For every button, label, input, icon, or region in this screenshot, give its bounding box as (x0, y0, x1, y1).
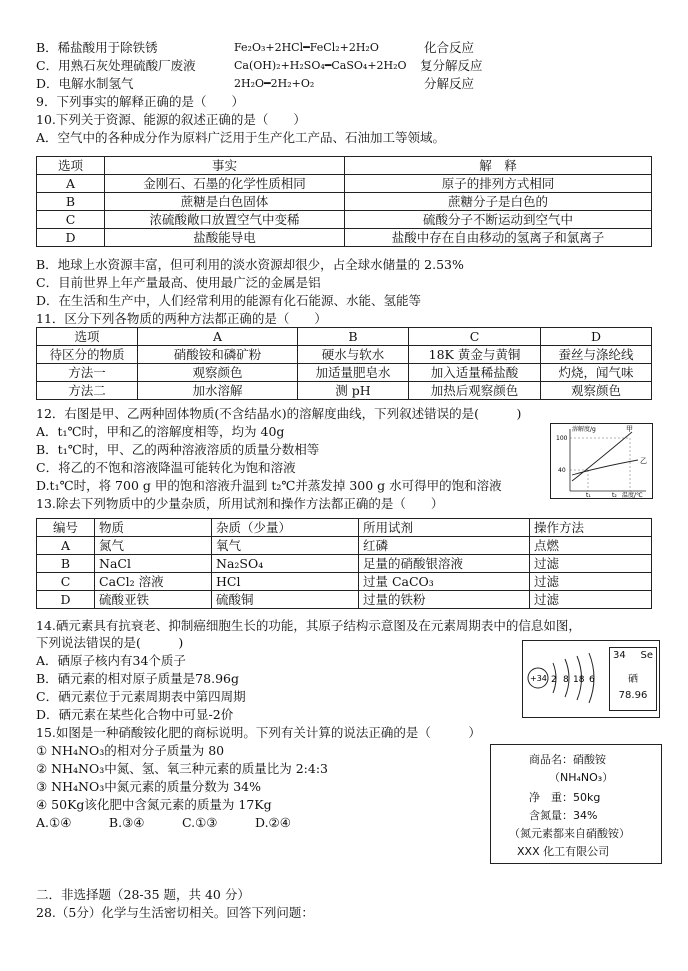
text-line: B．地球上水资源丰富，但可利用的淡水资源却很少，占全球水储量的 2.53% (36, 257, 464, 272)
text-line: 下列说法错误的是( ) (36, 635, 184, 650)
table-cell: B (37, 193, 105, 211)
table-row (37, 537, 652, 555)
table-cell: D (37, 229, 105, 247)
label-note: （氮元素都来自硝酸铵） (509, 827, 630, 840)
table-header-cell: A (138, 328, 298, 346)
table-row (37, 573, 652, 591)
table-cell: 硫酸铜 (212, 591, 359, 609)
table-cell: 方法一 (37, 364, 138, 382)
text-line: ③ NH₄NO₃中氮元素的质量分数为 34% (36, 779, 261, 794)
table-header-cell: 所用试剂 (359, 519, 530, 537)
table-cell: 盐酸中存在自由移动的氢离子和氯离子 (345, 229, 652, 247)
table-cell: 加适量肥皂水 (298, 364, 409, 382)
series-jia-label: 甲 (626, 425, 633, 433)
table-cell: D (37, 591, 95, 609)
table-header-cell: 解 释 (345, 157, 652, 175)
table-cell: 金刚石、石墨的化学性质相同 (105, 175, 345, 193)
shell-3-electrons: 18 (573, 675, 585, 685)
text-line: D.t₁℃时，将 700 g 甲的饱和溶液升温到 t₂℃并蒸发掉 300 g 水可得甲的饱和溶液 (36, 478, 502, 493)
table-cell: B (37, 555, 95, 573)
text-line: 11．区分下列各物质的两种方法都正确的是（ ） (36, 311, 327, 326)
y-tick-100: 100 (556, 435, 568, 442)
text-line: 10.下列关于资源、能源的叙述正确的是（ ） (36, 112, 306, 127)
table-row (37, 229, 652, 247)
table-cell: 浓硫酸敞口放置空气中变稀 (105, 211, 345, 229)
y-tick-40: 40 (558, 467, 566, 474)
table-cell: 过滤 (530, 555, 652, 573)
text-line: B．硒元素的相对原子质量是78.96g (36, 671, 239, 686)
label-product-name: 商品名：硝酸铵 (529, 753, 606, 766)
table-header-cell: D (541, 328, 652, 346)
table-cell: 加水溶解 (138, 382, 298, 400)
table-cell: 过量 CaCO₃ (359, 573, 530, 591)
table-row (37, 591, 652, 609)
text-line: C．硒元素位于元素周期表中第四周期 (36, 689, 246, 704)
table-header-cell: 选项 (37, 157, 105, 175)
chemical-equation: Fe₂O₃+2HCl━FeCl₂+2H₂O (234, 41, 379, 54)
table-cell: 红磷 (359, 537, 530, 555)
table-cell: 硝酸铵和磷矿粉 (138, 346, 298, 364)
table-header-cell: 编号 (37, 519, 95, 537)
text-line: C．将乙的不饱和溶液降温可能转化为饱和溶液 (36, 460, 296, 475)
text-line: 13.除去下列物质中的少量杂质，所用试剂和操作方法都正确的是（ ） (36, 496, 444, 511)
impurity-removal-table (36, 518, 652, 609)
atomic-mass: 78.96 (618, 690, 648, 701)
element-symbol: Se (640, 650, 653, 661)
table-cell: A (37, 537, 95, 555)
selenium-figure (522, 640, 660, 718)
table-cell: C (37, 211, 105, 229)
chemical-equation: 2H₂O━2H₂+O₂ (234, 77, 315, 90)
table-cell: 氧气 (212, 537, 359, 555)
table-cell: 过量的铁粉 (359, 591, 530, 609)
table-cell: 点燃 (530, 537, 652, 555)
table-header-cell: 物质 (95, 519, 212, 537)
text-line: A．t₁℃时，甲和乙的溶解度相等，均为 40g (36, 424, 285, 439)
element-name: 硒 (628, 674, 638, 685)
table-cell: 过滤 (530, 591, 652, 609)
table-cell: 硫酸亚铁 (95, 591, 212, 609)
table-cell: HCl (212, 573, 359, 591)
table-cell: 观察颜色 (541, 382, 652, 400)
table-cell: C (37, 573, 95, 591)
shell-2-electrons: 8 (563, 675, 569, 685)
table-row (37, 382, 652, 400)
text-line: 15.如图是一种硝酸铵化肥的商标说明。下列有关计算的说法正确的是（ ） (36, 725, 481, 740)
table-cell: 硫酸分子不断运动到空气中 (345, 211, 652, 229)
atom-structure-diagram (525, 649, 607, 707)
table-cell: 硬水与软水 (298, 346, 409, 364)
table-header-row (37, 157, 652, 175)
table-cell: Na₂SO₄ (212, 555, 359, 573)
x-tick-t1: t₁ (586, 492, 591, 499)
table-cell: 测 pH (298, 382, 409, 400)
distinguish-methods-table (36, 327, 652, 400)
atomic-number: 34 (613, 650, 626, 661)
table-cell: 蚕丝与涤纶线 (541, 346, 652, 364)
label-net-weight: 净 重：50kg (529, 791, 601, 804)
table-header-cell: C (409, 328, 541, 346)
text-line: A．空气中的各种成分作为原料广泛用于生产化工产品、石油加工等领域。 (36, 130, 446, 145)
text-line: ① NH₄NO₃的相对分子质量为 80 (36, 743, 225, 758)
text-line: ② NH₄NO₃中氮、氢、氧三种元素的质量比为 2:4:3 (36, 761, 328, 776)
table-cell: CaCl₂ 溶液 (95, 573, 212, 591)
text-line: 9．下列事实的解释正确的是（ ） (36, 94, 244, 109)
text-line: 12．右图是甲、乙两种固体物质(不含结晶水)的溶解度曲线，下列叙述错误的是( ) (36, 406, 522, 421)
table-cell: NaCl (95, 555, 212, 573)
text-line: 28.（5分）化学与生活密切相关。回答下列问题： (36, 905, 314, 920)
reaction-type: 分解反应 (424, 76, 475, 91)
text-line: D．电解水制氢气 (36, 76, 134, 91)
text-line: B．稀盐酸用于除铁锈 (36, 40, 158, 55)
table-row (37, 364, 652, 382)
solubility-curve-chart (550, 423, 653, 499)
series-yi-label: 乙 (640, 457, 647, 465)
table-row (37, 193, 652, 211)
table-header-cell: 操作方法 (530, 519, 652, 537)
reaction-type: 化合反应 (424, 40, 475, 55)
table-cell: 盐酸能导电 (105, 229, 345, 247)
chemical-equation: Ca(OH)₂+H₂SO₄━CaSO₄+2H₂O (234, 59, 407, 72)
table-cell: 灼烧，闻气味 (541, 364, 652, 382)
nucleus-charge: +34 (530, 674, 547, 683)
periodic-table-cell (609, 647, 657, 711)
text-line: C．目前世界上年产量最高、使用最广泛的金属是铝 (36, 275, 321, 290)
table-header-cell: 事实 (105, 157, 345, 175)
table-header-cell: 杂质（少量） (212, 519, 359, 537)
text-line: ④ 50Kg该化肥中含氮元素的质量为 17Kg (36, 797, 272, 812)
table-cell: 足量的硝酸银溶液 (359, 555, 530, 573)
shell-1-electrons: 2 (551, 675, 557, 685)
table-cell: 蔗糖分子是白色的 (345, 193, 652, 211)
table-cell: 方法二 (37, 382, 138, 400)
table-cell: 蔗糖是白色固体 (105, 193, 345, 211)
text-line: D．在生活和生产中，人们经常利用的能源有化石能源、水能、氢能等 (36, 293, 422, 308)
label-company: XXX 化工有限公司 (517, 845, 610, 858)
y-axis-label: 溶解度/g (572, 426, 596, 433)
table-row (37, 555, 652, 573)
table-row (37, 211, 652, 229)
table-cell: 过滤 (530, 573, 652, 591)
table-cell: 观察颜色 (138, 364, 298, 382)
x-axis-label: 温度/℃ (622, 492, 643, 499)
text-line: 14.硒元素具有抗衰老、抑制癌细胞生长的功能，其原子结构示意图及在元素周期表中的信息如图， (36, 618, 581, 633)
text-line: A.①④ B.③④ C.①③ D.②④ (36, 815, 291, 830)
fertilizer-label (490, 744, 662, 864)
x-tick-t2: t₂ (612, 492, 617, 499)
label-formula: （NH₄NO₃） (549, 771, 614, 784)
table-header-row (37, 519, 652, 537)
table-header-cell: 选项 (37, 328, 138, 346)
table-header-row (37, 328, 652, 346)
text-line: 二．非选择题（28-35 题，共 40 分） (36, 887, 250, 902)
table-cell: 待区分的物质 (37, 346, 138, 364)
table-cell: 18K 黄金与黄铜 (409, 346, 541, 364)
table-cell: 加入适量稀盐酸 (409, 364, 541, 382)
table-cell: A (37, 175, 105, 193)
table-cell: 氮气 (95, 537, 212, 555)
facts-explanation-table (36, 156, 652, 247)
text-line: C．用熟石灰处理硫酸厂废液 (36, 58, 196, 73)
table-cell: 原子的排列方式相同 (345, 175, 652, 193)
reaction-type: 复分解反应 (420, 58, 483, 73)
table-cell: 加热后观察颜色 (409, 382, 541, 400)
text-line: B．t₁℃时，甲、乙的两种溶液溶质的质量分数相等 (36, 442, 320, 457)
text-line: A．硒原子核内有34个质子 (36, 653, 186, 668)
table-row (37, 175, 652, 193)
table-header-cell: B (298, 328, 409, 346)
table-row (37, 346, 652, 364)
text-line: D．硒元素在某些化合物中可显-2价 (36, 707, 234, 722)
label-nitrogen-content: 含氮量：34% (529, 809, 598, 822)
shell-4-electrons: 6 (589, 675, 595, 685)
